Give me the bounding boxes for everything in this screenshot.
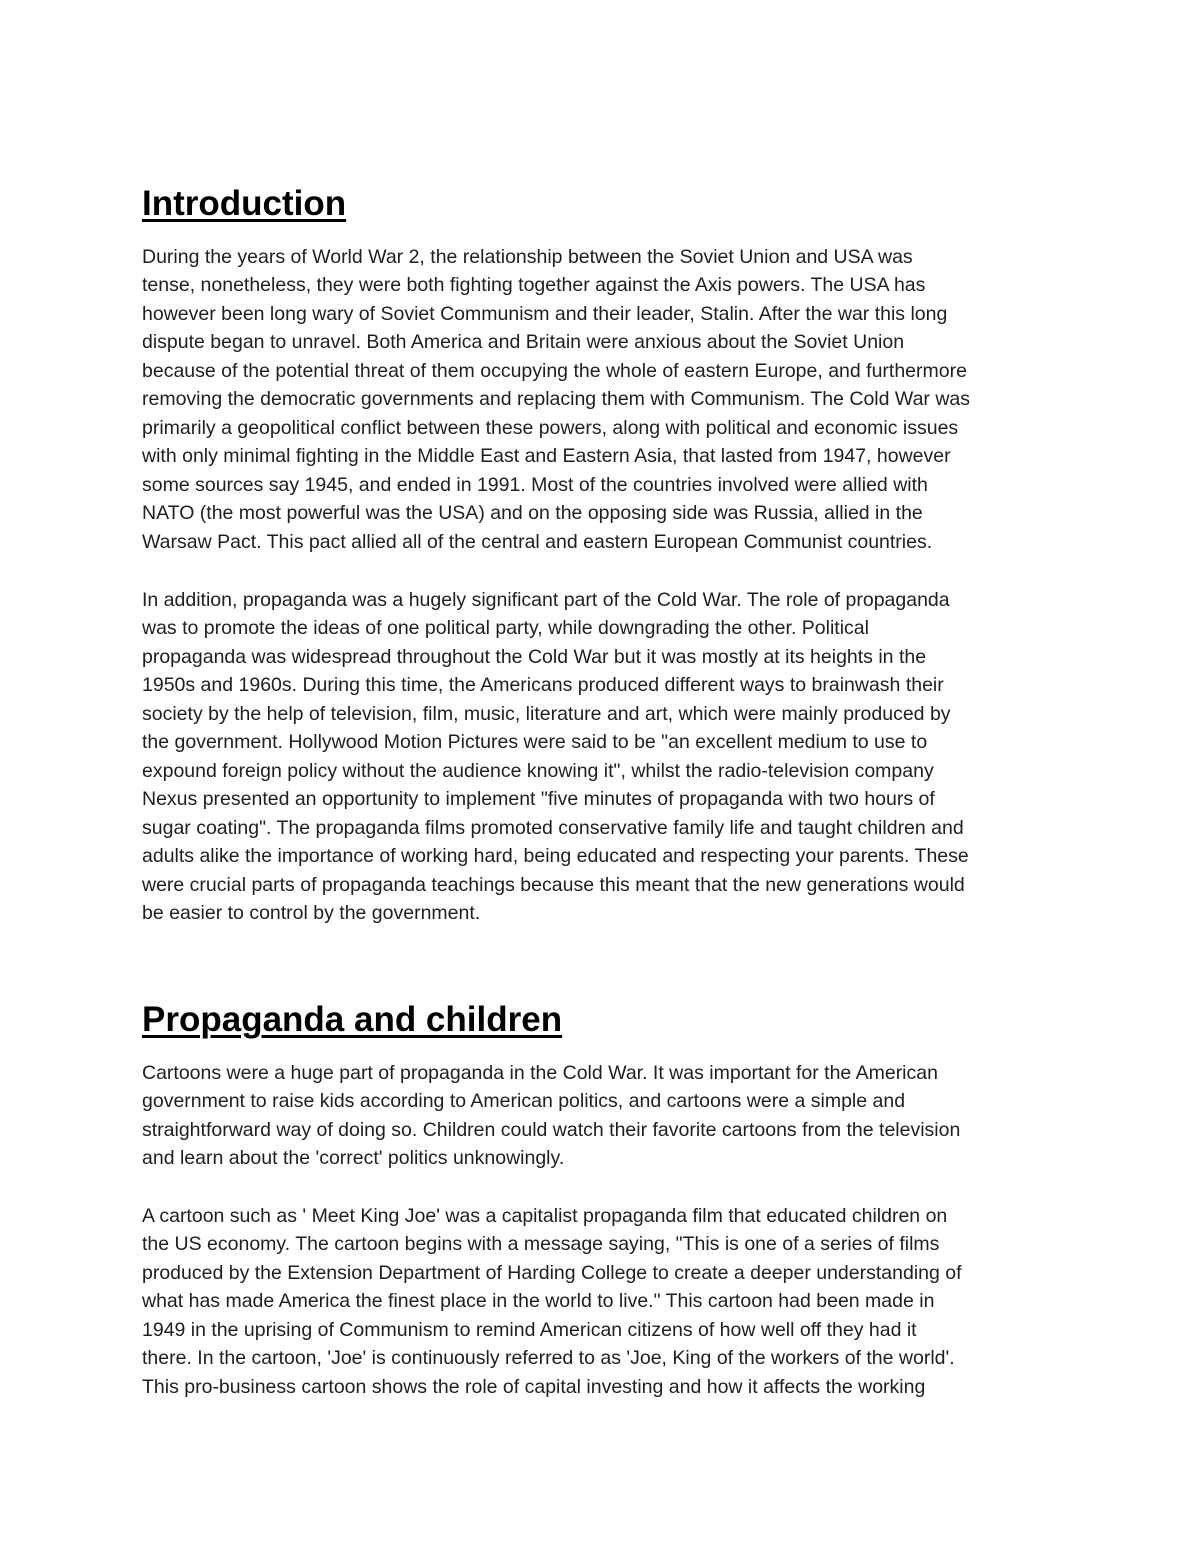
text-line: the US economy. The cartoon begins with a message saying, "This is one of a series of films — [142, 1233, 940, 1256]
text-line: Nexus presented an opportunity to implement "five minutes of propaganda with two hours of — [142, 788, 935, 811]
text-line: A cartoon such as ' Meet King Joe' was a capitalist propaganda film that educated children on — [142, 1205, 948, 1227]
text-line: removing the democratic governments and replacing them with Communism. The Cold War was — [142, 388, 971, 411]
text-line: there. In the cartoon, 'Joe' is continuously referred to as 'Joe, King of the workers of the world'. — [142, 1347, 955, 1370]
text-line: primarily a geopolitical conflict between these powers, along with political and economic issues — [142, 416, 959, 439]
text-line: propaganda was widespread throughout the Cold War but it was mostly at its heights in the — [142, 645, 927, 668]
text-line: some sources say 1945, and ended in 1991. Most of the countries involved were allied with — [142, 473, 928, 496]
text-line: 1949 in the uprising of Communism to remind American citizens of how well off they had it — [142, 1318, 917, 1341]
text-line: were crucial parts of propaganda teachings because this meant that the new generations would — [142, 873, 965, 896]
children-paragraph-1 — [142, 1059, 1064, 1173]
text-line: and learn about the 'correct' politics unknowingly. — [142, 1147, 565, 1170]
text-line: straightforward way of doing so. Children could watch their favorite cartoons from the television — [142, 1118, 961, 1141]
text-line: 1950s and 1960s. During this time, the Americans produced different ways to brainwash their — [142, 674, 944, 697]
text-line: with only minimal fighting in the Middle East and Eastern Asia, that lasted from 1947, however — [142, 445, 951, 468]
text-line: This pro-business cartoon shows the role of capital investing and how it affects the working — [142, 1375, 926, 1398]
text-line: because of the potential threat of them occupying the whole of eastern Europe, and furthermore — [142, 359, 967, 382]
text-line: however been long wary of Soviet Communism and their leader, Stalin. After the war this long — [142, 302, 948, 325]
heading-introduction: Introduction — [142, 184, 347, 223]
text-line: society by the help of television, film, music, literature and art, which were mainly produced by — [142, 702, 951, 725]
text-line: was to promote the ideas of one political party, while downgrading the other. Political — [142, 617, 869, 640]
text-line: During the years of World War 2, the relationship between the Soviet Union and USA was — [142, 246, 913, 268]
text-line: In addition, propaganda was a hugely significant part of the Cold War. The role of propaganda — [142, 589, 950, 611]
text-line: adults alike the importance of working hard, being educated and respecting your parents. These — [142, 845, 969, 868]
text-line: the government. Hollywood Motion Pictures were said to be "an excellent medium to use to — [142, 731, 928, 754]
text-line: Cartoons were a huge part of propaganda in the Cold War. It was important for the American — [142, 1062, 938, 1084]
text-line: what has made America the finest place in the world to live." This cartoon had been made in — [142, 1290, 935, 1313]
text-line: sugar coating". The propaganda films promoted conservative family life and taught children and — [142, 816, 964, 839]
intro-paragraph-2 — [142, 586, 1064, 927]
text-line: be easier to control by the government. — [142, 901, 481, 924]
text-line: Warsaw Pact. This pact allied all of the central and eastern European Communist countries. — [142, 530, 933, 553]
children-paragraph-2 — [142, 1202, 1064, 1401]
heading-propaganda-and-children: Propaganda and children — [142, 1000, 563, 1039]
text-line: expound foreign policy without the audience knowing it", whilst the radio-television company — [142, 759, 934, 782]
text-line: tense, nonetheless, they were both fighting together against the Axis powers. The USA has — [142, 274, 926, 297]
intro-paragraph-1 — [142, 243, 1064, 556]
text-line: NATO (the most powerful was the USA) and on the opposing side was Russia, allied in the — [142, 502, 923, 525]
text-line: government to raise kids according to American politics, and cartoons were a simple and — [142, 1090, 906, 1113]
text-line: dispute began to unravel. Both America and Britain were anxious about the Soviet Union — [142, 331, 905, 354]
text-line: produced by the Extension Department of Harding College to create a deeper understanding of — [142, 1261, 962, 1284]
